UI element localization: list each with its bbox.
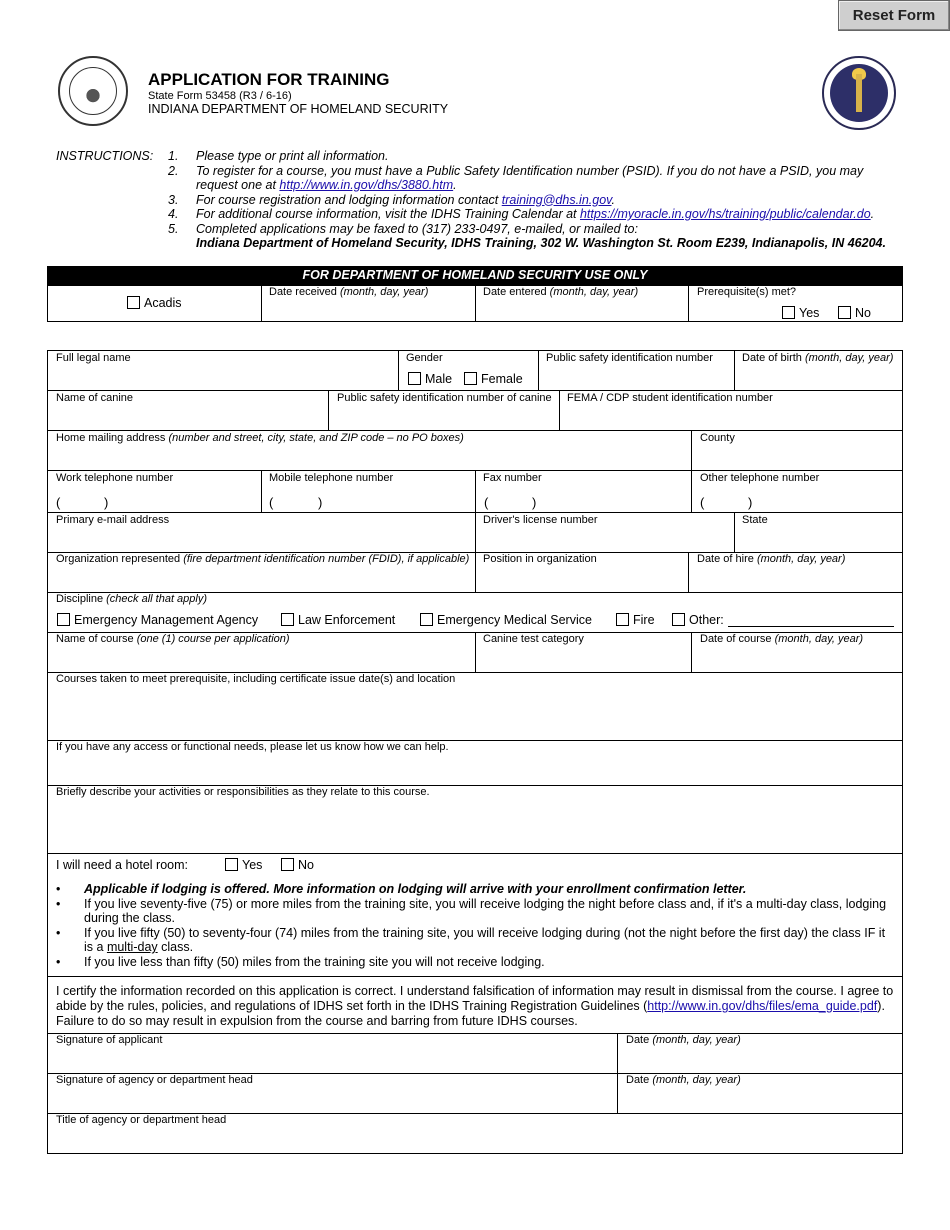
discipline-ems-checkbox[interactable]: Emergency Medical Service [420,613,592,627]
position-field[interactable]: Position in organization [483,553,597,565]
home-address-field[interactable]: Home mailing address (number and street, city, state, and ZIP code – no PO boxes) [56,432,464,444]
full-name-field[interactable]: Full legal name [56,352,131,364]
date-entered-label: Date entered (month, day, year) [483,286,639,298]
psid-request-link[interactable]: http://www.in.gov/dhs/3880.htm [279,178,454,192]
gender-label: Gender [406,352,443,364]
drivers-license-field[interactable]: Driver's license number [483,514,598,526]
email-field[interactable]: Primary e-mail address [56,514,170,526]
area-code-close: ) [104,495,109,510]
discipline-label: Discipline (check all that apply) [56,593,208,605]
hotel-no-checkbox[interactable]: No [281,858,314,872]
discipline-ema-checkbox[interactable]: Emergency Management Agency [57,613,258,627]
instruction-item: 3. For course registration and lodging information contact training@dhs.in.gov. [168,192,615,207]
list-item: • If you live fifty (50) to seventy-four (74) miles from the training site, you will receive lodging during (not the night before the first day) the class IF it is a multi-day class. [56,925,886,954]
instruction-item: 1. Please type or print all information. [168,149,389,163]
instruction-item: 2. To register for a course, you must have a Public Safety Identification number (PSID). If you do not have a PSID, you may request one at http://www.in.gov/dhs/3880.htm. [168,163,864,192]
activities-field[interactable]: Briefly describe your activities or responsibilities as they relate to this course. [56,786,430,798]
department-head-signature-field[interactable]: Signature of agency or department head [56,1074,253,1086]
homeland-security-seal-icon [822,56,896,130]
training-calendar-link[interactable]: https://myoracle.in.gov/hs/training/public/calendar.do [579,207,871,221]
fema-id-field[interactable]: FEMA / CDP student identification number [567,392,773,404]
course-date-field[interactable]: Date of course (month, day, year) [700,633,864,645]
discipline-other-checkbox[interactable]: Other: [672,613,724,627]
course-name-field[interactable]: Name of course (one (1) course per application) [56,633,290,645]
area-code-close: ) [318,495,323,510]
area-code-close: ) [532,495,537,510]
dob-field[interactable]: Date of birth (month, day, year) [742,352,894,364]
canine-test-category-field[interactable]: Canine test category [483,633,584,645]
canine-name-field[interactable]: Name of canine [56,392,134,404]
form-title: APPLICATION FOR TRAINING [148,70,390,89]
other-phone-field[interactable]: Other telephone number [700,472,820,484]
certification-statement: I certify the information recorded on this application is correct. I understand falsification of information may result in dismissal from the course. I agree to abide by the rules, policies, and regulations of IDHS set forth in the IDHS Training Registration Guidelines (http://www.in.gov/dhs/files/ema_guide.pdf). Failure to do so may result in expulsion from the course and barring from future IDHS courses. [56,984,894,1028]
access-needs-field[interactable]: If you have any access or functional needs, please let us know how we can help. [56,741,449,753]
organization-field[interactable]: Organization represented (fire department identification number (FDID), if applicable) [56,553,470,565]
instruction-item: 4. For additional course information, visit the IDHS Training Calendar at https://myoracle.in.gov/hs/training/public/calendar.do. [168,207,875,221]
prereq-courses-field[interactable]: Courses taken to meet prerequisite, including certificate issue date(s) and location [56,673,456,685]
list-item: • Applicable if lodging is offered. More information on lodging will arrive with your enrollment confirmation letter. [56,882,747,896]
hotel-room-label: I will need a hotel room: [56,858,189,872]
county-field[interactable]: County [700,432,735,444]
fax-field[interactable]: Fax number [483,472,542,484]
prereq-yes-checkbox[interactable]: Yes [782,306,819,320]
mobile-phone-field[interactable]: Mobile telephone number [269,472,394,484]
area-code-open: ( [700,495,705,510]
list-item: • If you live less than fifty (50) miles from the training site you will not receive lodging. [56,954,545,969]
date-received-label: Date received (month, day, year) [269,286,429,298]
reset-form-button[interactable]: Reset Form [838,0,950,31]
department-head-title-field[interactable]: Title of agency or department head [56,1114,227,1126]
list-item: • If you live seventy-five (75) or more miles from the training site, you will receive lodging the night before class and, if it's a multi-day class, lodging during the class. [56,896,887,925]
area-code-open: ( [56,495,61,510]
hotel-yes-checkbox[interactable]: Yes [225,858,262,872]
instructions-list [168,149,898,251]
female-checkbox[interactable]: Female [464,372,523,386]
license-state-field[interactable]: State [742,514,768,526]
area-code-open: ( [484,495,489,510]
acadis-checkbox[interactable]: Acadis [127,296,182,310]
office-use-banner: FOR DEPARTMENT OF HOMELAND SECURITY USE ONLY [47,266,903,285]
applicant-date-field[interactable]: Date (month, day, year) [626,1034,741,1046]
mailing-address: Indiana Department of Homeland Security, IDHS Training, 302 W. Washington St. Room E239, Indianapolis, IN 46204. [196,236,886,250]
canine-psid-field[interactable]: Public safety identification number of canine [337,392,552,404]
discipline-other-input[interactable] [728,626,894,627]
department-head-date-field[interactable]: Date (month, day, year) [626,1074,741,1086]
instruction-item: 5. Completed applications may be faxed to (317) 233-0497, e-mailed, or mailed to: [168,221,638,236]
discipline-law-checkbox[interactable]: Law Enforcement [281,613,395,627]
instructions-label: INSTRUCTIONS: [56,149,154,163]
lodging-info-list [56,882,896,969]
psid-field[interactable]: Public safety identification number [546,352,713,364]
hire-date-field[interactable]: Date of hire (month, day, year) [697,553,846,565]
area-code-open: ( [269,495,274,510]
area-code-close: ) [748,495,753,510]
form-number: State Form 53458 (R3 / 6-16) [148,90,292,102]
training-email-link[interactable]: training@dhs.in.gov [501,192,612,207]
applicant-signature-field[interactable]: Signature of applicant [56,1034,163,1046]
ema-guide-link[interactable]: http://www.in.gov/dhs/files/ema_guide.pdf [647,999,878,1013]
male-checkbox[interactable]: Male [408,372,452,386]
prereq-no-checkbox[interactable]: No [838,306,871,320]
discipline-fire-checkbox[interactable]: Fire [616,613,655,627]
department-name: INDIANA DEPARTMENT OF HOMELAND SECURITY [148,102,449,116]
work-phone-field[interactable]: Work telephone number [56,472,174,484]
state-seal-icon [58,56,128,126]
prereq-met-label: Prerequisite(s) met? [697,286,797,298]
